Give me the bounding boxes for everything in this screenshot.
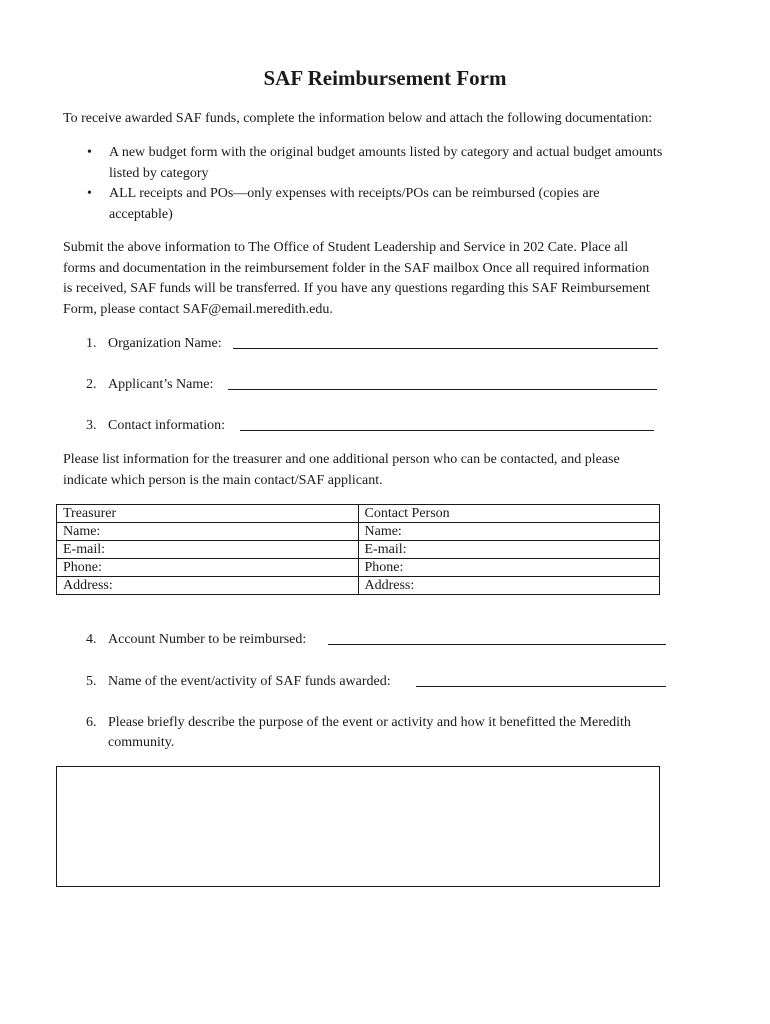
table-header-cell: Treasurer	[57, 505, 359, 523]
list-instructions-line: Please list information for the treasurer and one additional person who can be contacted, and please	[63, 452, 620, 467]
bullet-icon: •	[87, 145, 92, 160]
table-row	[57, 559, 660, 577]
field-number: 5.	[86, 674, 97, 689]
submit-line: forms and documentation in the reimbursement folder in the SAF mailbox Once all required information	[63, 260, 650, 276]
field-number: 4.	[86, 632, 97, 647]
documentation-item	[63, 184, 723, 225]
bullet-icon: •	[87, 186, 92, 201]
treasurer-phone-cell[interactable]: Phone:	[57, 559, 359, 577]
describe-purpose-line: community.	[108, 735, 175, 750]
table-row	[57, 505, 660, 523]
treasurer-email-cell[interactable]: E-mail:	[57, 541, 359, 559]
contact-address-cell[interactable]: Address:	[358, 577, 660, 595]
table-header-cell: Contact Person	[358, 505, 660, 523]
contact-name-cell[interactable]: Name:	[358, 523, 660, 541]
describe-purpose-label	[108, 713, 631, 753]
contacts-table	[56, 504, 660, 595]
contact-information-field[interactable]	[240, 416, 654, 431]
applicant-name-field[interactable]	[228, 375, 657, 390]
account-number-label: Account Number to be reimbursed:	[108, 632, 307, 647]
field-number: 1.	[86, 336, 97, 351]
contact-information-label: Contact information:	[108, 418, 226, 433]
list-instructions	[63, 450, 713, 491]
documentation-item-line: ALL receipts and POs—only expenses with receipts/POs can be reimbursed (copies are	[109, 186, 600, 201]
applicant-name-label: Applicant’s Name:	[108, 377, 214, 392]
documentation-item-line: listed by category	[109, 165, 209, 181]
organization-name-label: Organization Name:	[108, 336, 222, 351]
documentation-item	[63, 143, 723, 184]
account-number-field[interactable]	[328, 630, 666, 645]
submit-line: is received, SAF funds will be transferred. If you have any questions regarding this SAF Reimbursement	[63, 281, 650, 296]
table-row	[57, 523, 660, 541]
treasurer-name-cell[interactable]: Name:	[57, 523, 359, 541]
list-instructions-line: indicate which person is the main contact/SAF applicant.	[63, 472, 383, 488]
field-number: 2.	[86, 377, 97, 392]
table-row	[57, 577, 660, 595]
submit-line: Form, please contact SAF@email.meredith.edu.	[63, 301, 333, 317]
description-textbox[interactable]	[56, 766, 660, 887]
field-number: 6.	[86, 715, 97, 730]
documentation-list	[63, 143, 723, 225]
event-name-field[interactable]	[416, 672, 666, 687]
documentation-item-line: A new budget form with the original budget amounts listed by category and actual budget amounts	[109, 145, 663, 160]
field-number: 3.	[86, 418, 97, 433]
table-row	[57, 541, 660, 559]
contact-email-cell[interactable]: E-mail:	[358, 541, 660, 559]
submit-line: Submit the above information to The Office of Student Leadership and Service in 202 Cate. Place all	[63, 240, 629, 255]
organization-name-field[interactable]	[233, 334, 658, 349]
form-title: SAF Reimbursement Form	[263, 66, 507, 90]
submit-instructions	[63, 238, 713, 320]
treasurer-address-cell[interactable]: Address:	[57, 577, 359, 595]
documentation-item-line: acceptable)	[109, 206, 173, 222]
contact-phone-cell[interactable]: Phone:	[358, 559, 660, 577]
event-name-label: Name of the event/activity of SAF funds awarded:	[108, 674, 391, 689]
describe-purpose-line: Please briefly describe the purpose of the event or activity and how it benefitted the Meredith	[108, 715, 631, 730]
intro-text: To receive awarded SAF funds, complete the information below and attach the following documentation:	[63, 111, 653, 126]
